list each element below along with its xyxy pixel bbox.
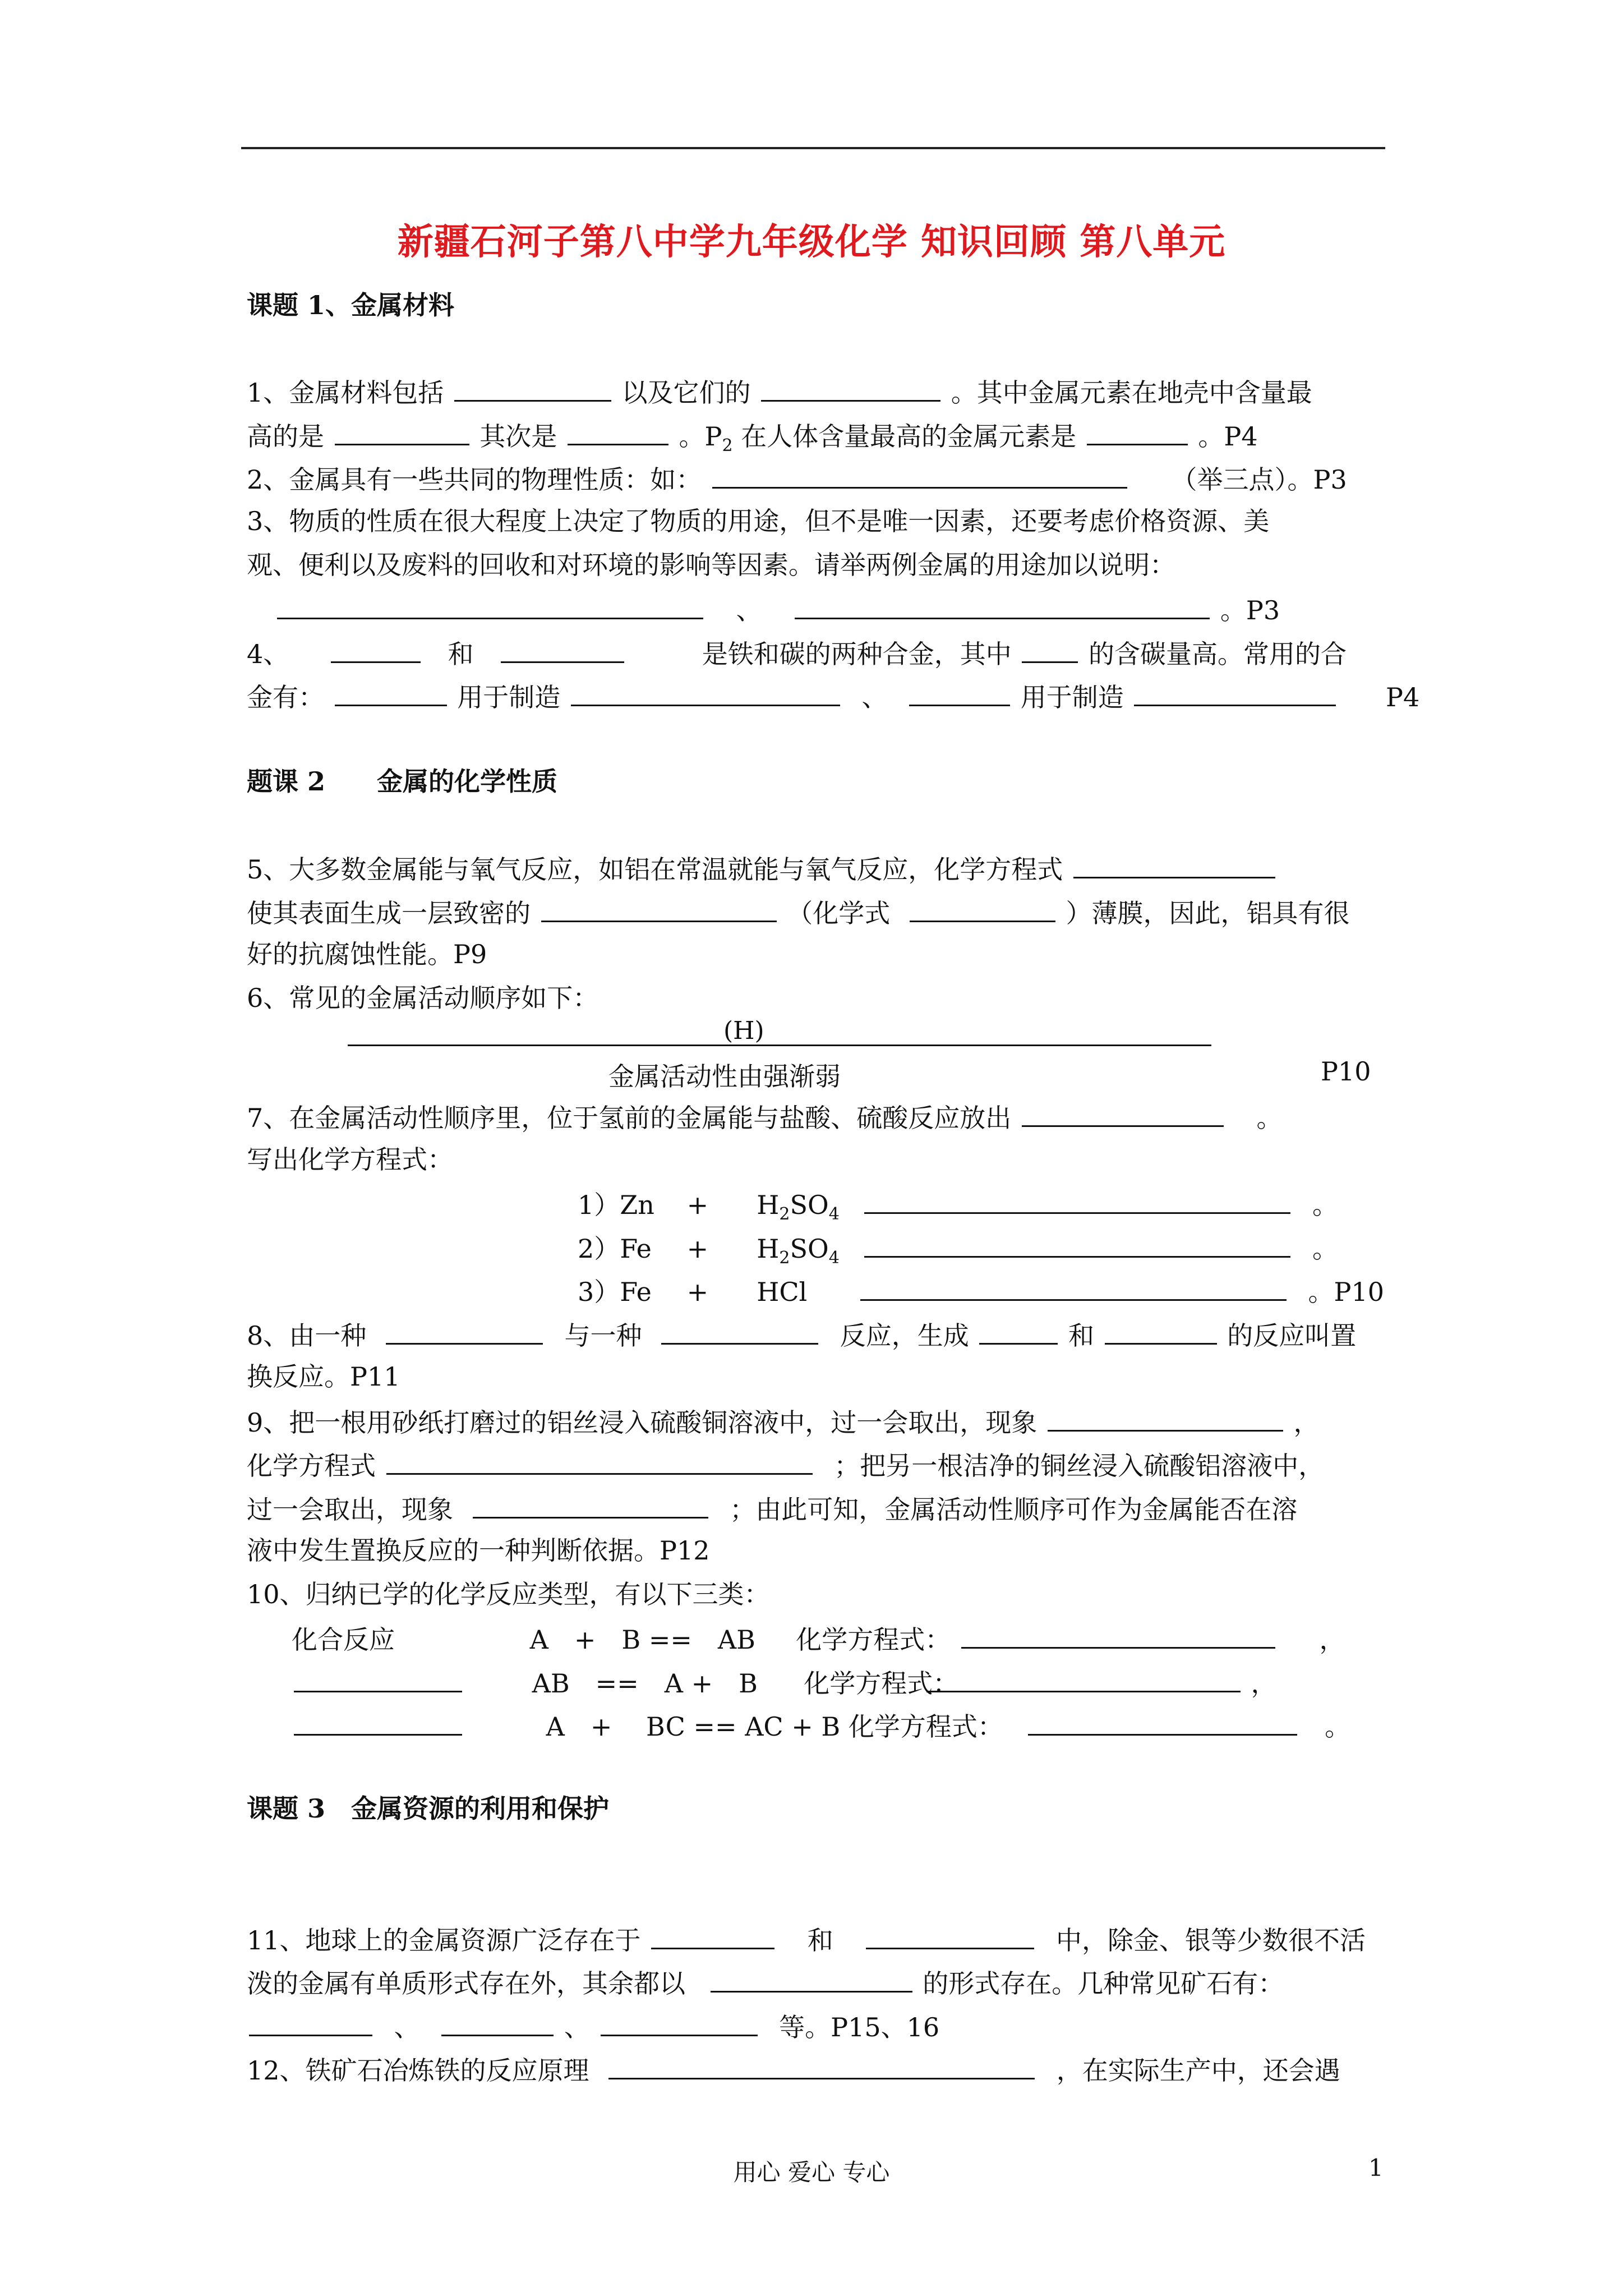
- answer-blank[interactable]: [1087, 418, 1188, 445]
- question-4-line-2: 金有： 用于制造 、 用于制造 P4: [247, 679, 1419, 714]
- answer-blank[interactable]: [1134, 679, 1336, 706]
- answer-blank[interactable]: [661, 1317, 818, 1345]
- answer-blank[interactable]: [864, 1186, 1290, 1214]
- page-number: 1: [1368, 2154, 1384, 2182]
- answer-blank[interactable]: [608, 2052, 1035, 2079]
- answer-blank[interactable]: [454, 374, 611, 402]
- answer-blank[interactable]: [711, 1965, 912, 1993]
- answer-blank[interactable]: [335, 679, 447, 706]
- answer-blank[interactable]: [568, 418, 668, 445]
- question-7-line-1: 7、在金属活动性顺序里，位于氢前的金属能与盐酸、硫酸反应放出 。: [247, 1099, 1283, 1134]
- footer-slogan: 用心 爱心 专心: [733, 2159, 890, 2186]
- answer-blank[interactable]: [761, 374, 940, 402]
- answer-blank[interactable]: [386, 1317, 543, 1345]
- question-3-line-1: 3、物质的性质在很大程度上决定了物质的用途，但不是唯一因素，还要考虑价格资源、美: [247, 506, 1270, 536]
- answer-blank[interactable]: [1028, 1708, 1297, 1736]
- question-11-line-2: 泼的金属有单质形式存在外，其余都以 的形式存在。几种常见矿石有：: [247, 1965, 1284, 2000]
- question-6-label: 6、常见的金属活动顺序如下：: [247, 983, 599, 1013]
- reaction-2: $2)Fe + H_2SO_4$ 。: [578, 1230, 1338, 1274]
- answer-blank[interactable]: [294, 1665, 462, 1692]
- hydrogen-marker: (H): [723, 1016, 764, 1045]
- question-8-line-1: 8、由一种 与一种 反应，生成 和 的反应叫置: [247, 1317, 1356, 1352]
- reaction-type-3: A + BC == AC + B 化学方程式： 。: [292, 1708, 1350, 1743]
- answer-blank[interactable]: [331, 636, 421, 663]
- question-7-line-2: 写出化学方程式：: [247, 1144, 453, 1175]
- section-heading-3: 课题 3 金属资源的利用和保护: [247, 1793, 610, 1824]
- question-11-line-1: 11、地球上的金属资源广泛存在于 和 中，除金、银等少数很不活: [247, 1922, 1366, 1957]
- answer-blank[interactable]: [961, 1621, 1275, 1649]
- question-1-line-2: 高的是 其次是 。$P_2$ 在人体含量最高的金属元素是 。P4: [247, 418, 1258, 462]
- answer-blank[interactable]: [1073, 851, 1275, 878]
- question-9-line-3: 过一会取出，现象 ；由此可知，金属活动性顺序可作为金属能否在溶: [247, 1491, 1297, 1526]
- answer-blank[interactable]: [571, 679, 840, 706]
- question-4-line-1: 4、 和 是铁和碳的两种合金，其中 的含碳量高。常用的合: [247, 636, 1347, 670]
- answer-blank[interactable]: [277, 592, 703, 619]
- answer-blank[interactable]: [860, 1273, 1287, 1301]
- question-1-line-1: 1、金属材料包括 以及它们的 。其中金属元素在地壳中含量最: [247, 374, 1312, 409]
- question-8-line-2: 换反应。P11: [247, 1361, 400, 1392]
- answer-blank[interactable]: [473, 1491, 708, 1519]
- question-9-line-1: 9、把一根用砂纸打磨过的铝丝浸入硫酸铜溶液中，过一会取出，现象 ，: [247, 1404, 1320, 1439]
- section-heading-1: 课题 1、金属材料: [247, 290, 455, 320]
- answer-blank[interactable]: [926, 1665, 1241, 1692]
- question-9-line-2: 化学方程式 ；把另一根洁净的铜丝浸入硫酸铝溶液中，: [247, 1447, 1324, 1482]
- question-5-line-3: 好的抗腐蚀性能。P9: [247, 939, 487, 969]
- answer-blank[interactable]: [712, 461, 1127, 489]
- answer-blank[interactable]: [1105, 1317, 1217, 1345]
- reaction-3: 3）Fe + HCl 。P10: [578, 1273, 1384, 1308]
- activity-series-caption: 金属活动性由强渐弱: [608, 1061, 841, 1092]
- answer-blank[interactable]: [1022, 1099, 1224, 1127]
- answer-blank[interactable]: [335, 418, 469, 445]
- answer-blank[interactable]: [601, 2009, 758, 2036]
- answer-blank[interactable]: [909, 679, 1010, 706]
- answer-blank[interactable]: [441, 2009, 554, 2036]
- answer-blank[interactable]: [1048, 1404, 1283, 1432]
- answer-blank[interactable]: [1022, 636, 1078, 663]
- answer-blank[interactable]: [249, 2009, 372, 2036]
- answer-blank[interactable]: [864, 1230, 1290, 1258]
- answer-blank[interactable]: [866, 1922, 1034, 1949]
- answer-blank[interactable]: [541, 895, 777, 922]
- answer-blank[interactable]: [910, 895, 1055, 922]
- question-3-line-2: 观、便利以及废料的回收和对环境的影响等因素。请举两例金属的用途加以说明：: [247, 550, 1175, 580]
- question-5-line-2: 使其表面生成一层致密的 （化学式 ）薄膜，因此，铝具有很: [247, 895, 1350, 930]
- activity-series-page: P10: [1321, 1056, 1371, 1087]
- question-9-line-4: 液中发生置换反应的一种判断依据。P12: [247, 1535, 710, 1566]
- answer-blank[interactable]: [501, 636, 624, 663]
- question-11-line-3: 、 、 等。P15、16: [247, 2009, 939, 2044]
- question-2: 2、金属具有一些共同的物理性质：如： （举三点）。P3: [247, 461, 1347, 496]
- reaction-type-2: AB == A + B 化学方程式： ，: [292, 1665, 1277, 1700]
- header-rule: [241, 147, 1385, 149]
- question-5-line-1: 5、大多数金属能与氧气反应，如铝在常温就能与氧气反应，化学方程式: [247, 851, 1278, 886]
- answer-blank[interactable]: [979, 1317, 1058, 1345]
- section-heading-2: 题课 2 金属的化学性质: [247, 766, 558, 797]
- answer-blank[interactable]: [294, 1708, 462, 1736]
- question-10-label: 10、归纳已学的化学反应类型，有以下三类：: [247, 1579, 770, 1609]
- question-12-line-1: 12、铁矿石冶炼铁的反应原理 ，在实际生产中，还会遇: [247, 2052, 1340, 2087]
- answer-blank[interactable]: [386, 1447, 813, 1475]
- reaction-type-1: 化合反应 A + B == AB 化学方程式： ，: [292, 1621, 1345, 1656]
- activity-series-line: [348, 1045, 1211, 1046]
- document-title: 新疆石河子第八中学九年级化学 知识回顾 第八单元: [397, 221, 1226, 263]
- question-3-line-3: 、 。P3: [275, 592, 1280, 627]
- answer-blank[interactable]: [795, 592, 1210, 619]
- answer-blank[interactable]: [651, 1922, 774, 1949]
- reaction-1: $1)Zn + H_2SO_4$ 。: [578, 1186, 1338, 1231]
